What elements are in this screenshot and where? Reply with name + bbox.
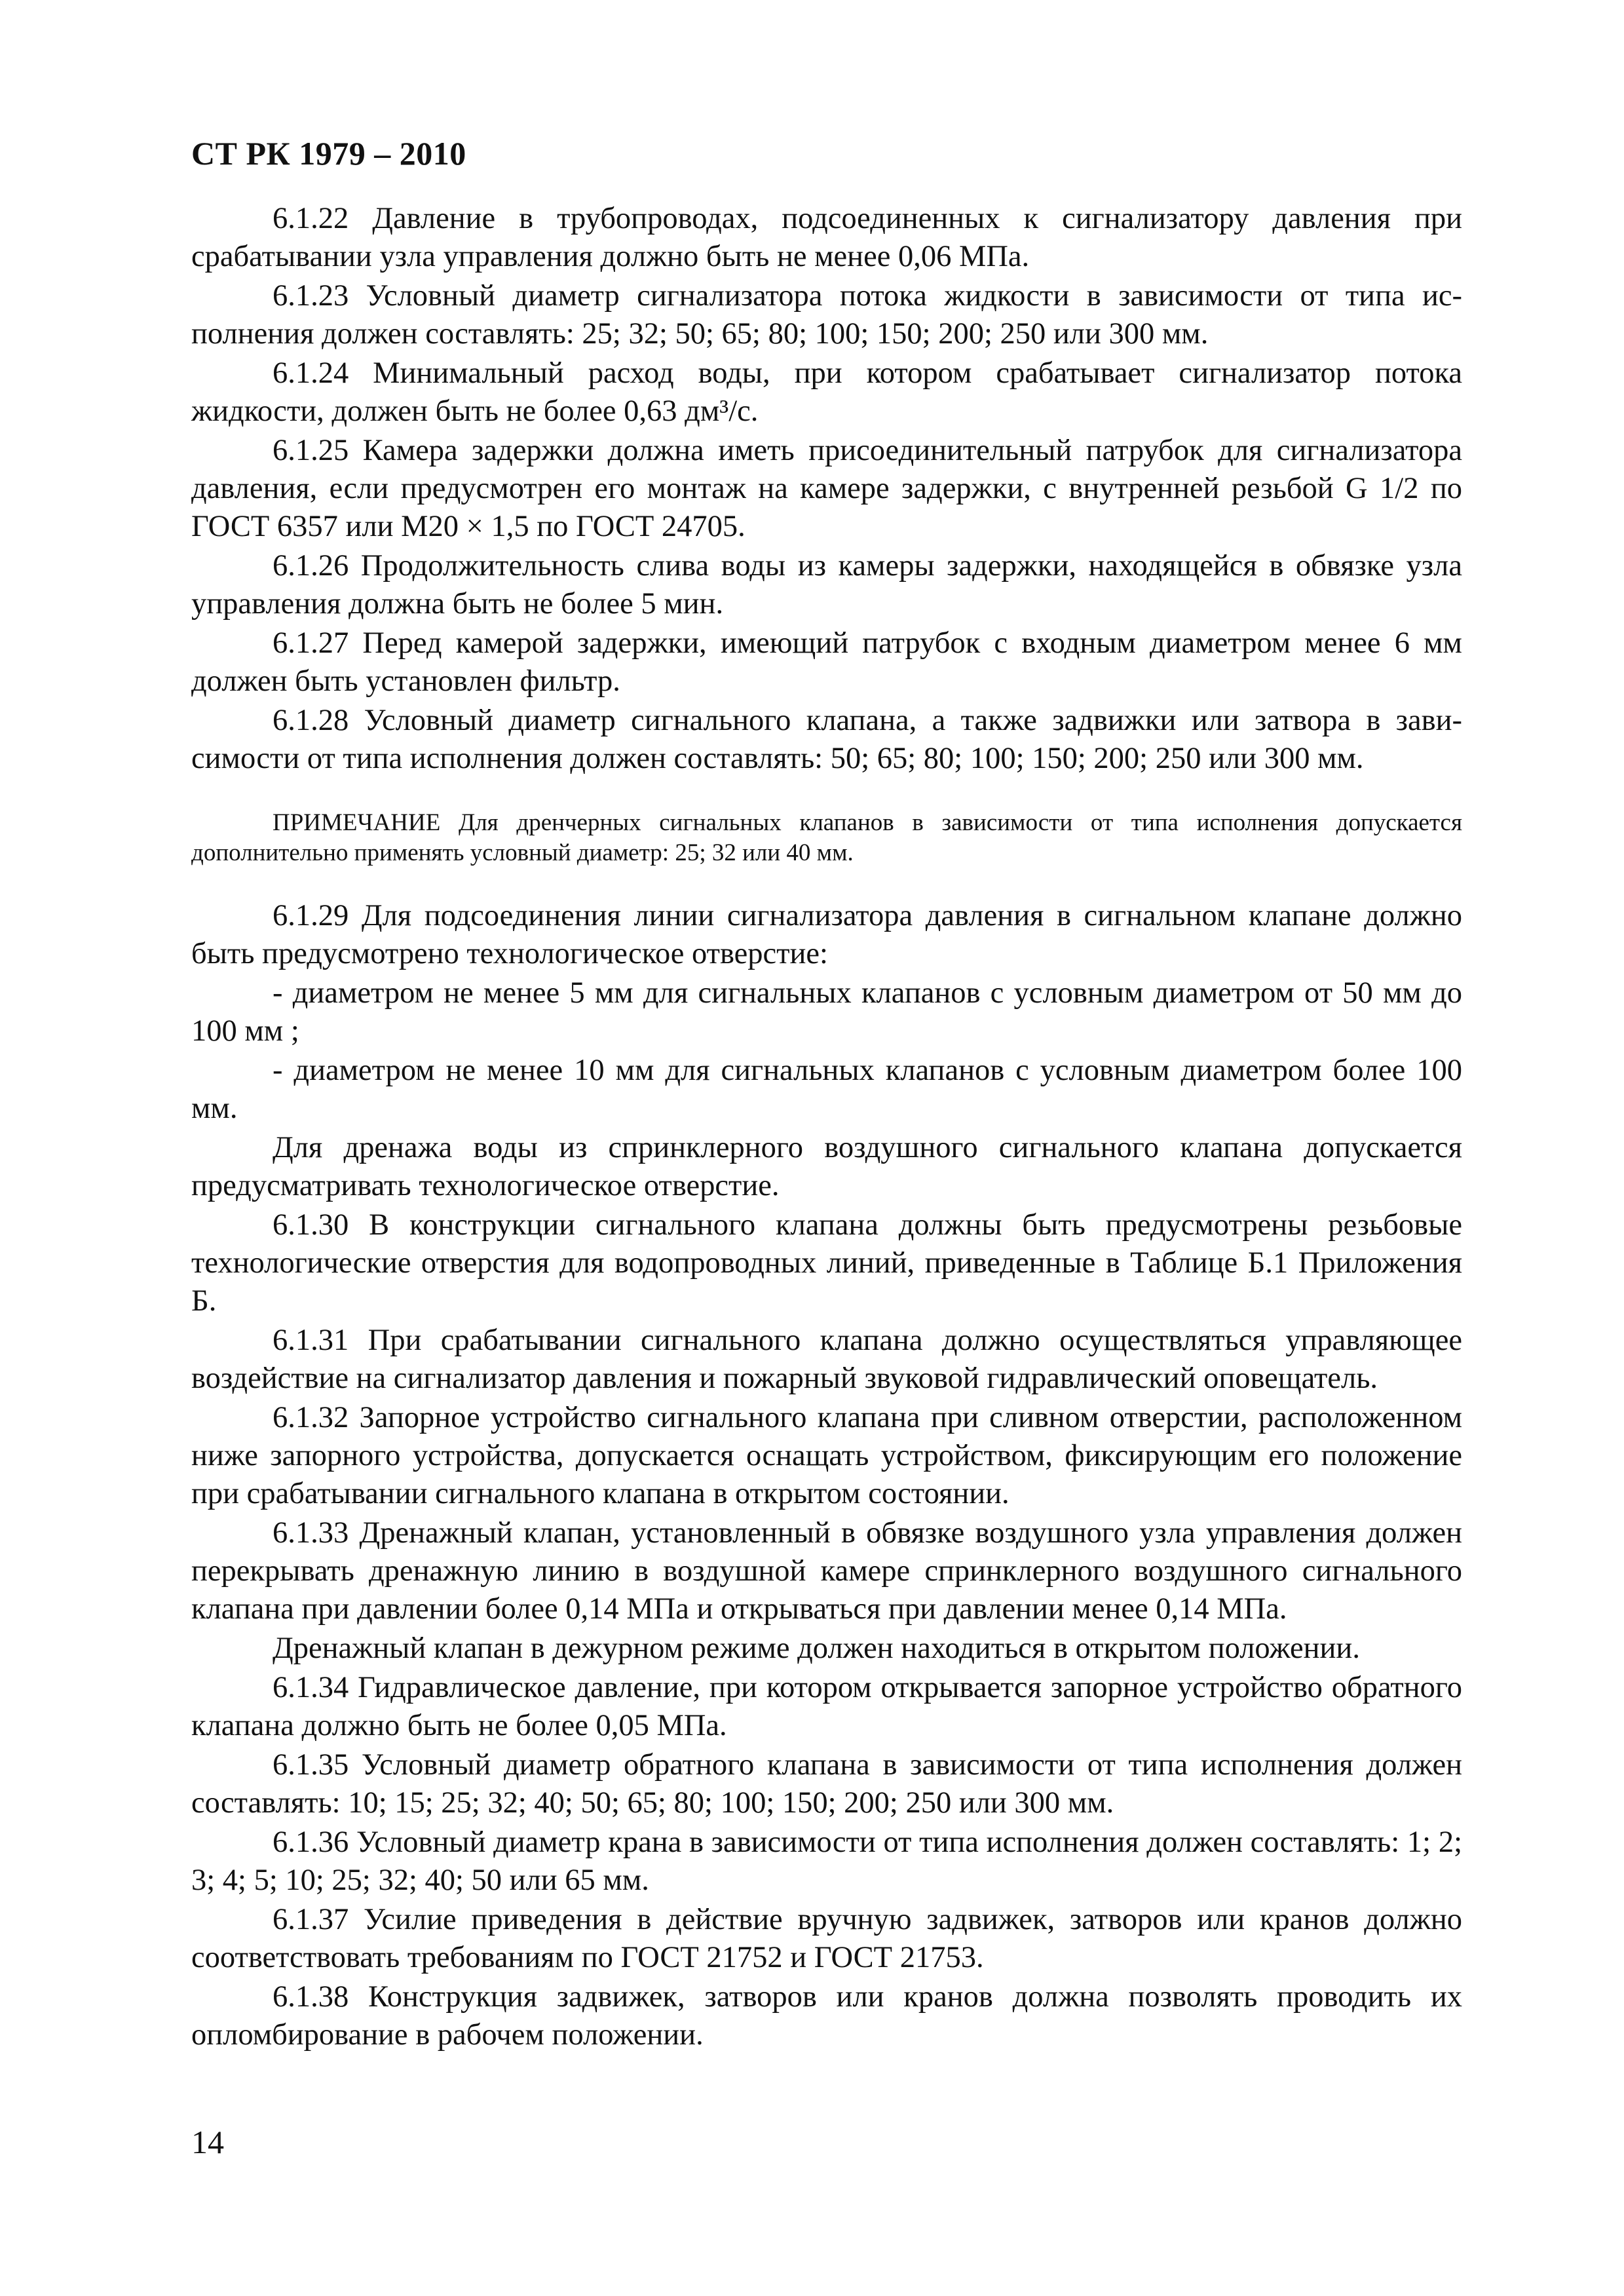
clause-6-1-27: 6.1.27 Перед камерой задержки, имеющий патрубок с входным диаметром менее 6 мм должен быть установлен фильтр.: [191, 626, 1462, 698]
clause-6-1-36: 6.1.36 Условный диаметр крана в зависимости от типа исполнения должен составлять: 1; 2; 3; 4; 5; 10; 25; 32; 40; 50 или 65 мм.: [191, 1826, 1462, 1897]
clause-6-1-22: 6.1.22 Давление в трубопроводах, подсоединенных к сигнализатору давления при срабатывании узла управления должно быть не менее 0,06 МПа.: [191, 202, 1462, 273]
clause-6-1-31: 6.1.31 При срабатывании сигнального клапана должно осуществляться управляющее воздействие на сигнализатор давления и пожарный звуковой гидравлический оповещатель.: [191, 1324, 1462, 1395]
clause-6-1-29-item-1: - диаметром не менее 5 мм для сигнальных клапанов с условным диаметром от 50 мм до 100 мм ;: [191, 976, 1462, 1048]
clause-6-1-34: 6.1.34 Гидравлическое давление, при котором открывается запорное устройство обратного клапана должно быть не более 0,05 МПа.: [191, 1671, 1462, 1742]
clause-6-1-33: 6.1.33 Дренажный клапан, установленный в обвязке воздушного узла управления должен перекрывать дренажную линию в воздушной камере спринклерного воздушного сигнального клапана при давлении более 0,14 МПа и открываться при давлении менее 0,14 МПа.: [191, 1516, 1462, 1626]
document-code-header: СТ РК 1979 – 2010: [191, 135, 466, 172]
clause-6-1-25: 6.1.25 Камера задержки должна иметь присоединительный патрубок для сигнализатора давления, если предусмотрен его монтаж на камере задержки, с внутренней резьбой G 1/2 по ГОСТ 6357 или М20 × 1,5 по ГОСТ 24705.: [191, 434, 1462, 543]
clause-6-1-29-drainage: Для дренажа воды из спринклерного воздушного сигнального клапана допускается предусматривать технологическое отверстие.: [191, 1131, 1462, 1202]
clause-6-1-29: 6.1.29 Для подсоединения линии сигнализатора давления в сигнальном клапане должно быть предусмотрено технологическое отверстие:: [191, 899, 1462, 970]
clause-6-1-35: 6.1.35 Условный диаметр обратного клапана в зависимости от типа исполнения должен составлять: 10; 15; 25; 32; 40; 50; 65; 80; 100; 150; 200; 250 или 300 мм.: [191, 1748, 1462, 1820]
clause-6-1-37: 6.1.37 Усилие приведения в действие вручную задвижек, затворов или кранов должно соответствовать требованиям по ГОСТ 21752 и ГОСТ 21753.: [191, 1903, 1462, 1974]
note-paragraph: ПРИМЕЧАНИЕ Для дренчерных сигнальных клапанов в зависимости от типа исполнения допускается дополнительно применять условный диаметр: 25; 32 или 40 мм.: [191, 809, 1462, 866]
clause-6-1-24: 6.1.24 Минимальный расход воды, при котором срабатывает сигнализатор потока жидкости, должен быть не более 0,63 дм³/с.: [191, 356, 1462, 428]
clause-6-1-29-item-2: - диаметром не менее 10 мм для сигнальных клапанов с условным диаметром более 100 мм.: [191, 1054, 1462, 1125]
clause-6-1-38: 6.1.38 Конструкция задвижек, затворов или кранов должна позволять проводить их опломбирование в рабочем положении.: [191, 1980, 1462, 2052]
clause-6-1-32: 6.1.32 Запорное устройство сигнального клапана при сливном отверстии, расположенном ниже запорного устройства, допускается оснащать устройством, фиксирующим его положение при срабатывании сигнального клапана в открытом состоянии.: [191, 1401, 1462, 1510]
clause-6-1-26: 6.1.26 Продолжительность слива воды из камеры задержки, находящейся в обвязке узла управления должна быть не более 5 мин.: [191, 549, 1462, 621]
clause-6-1-33-duty-mode: Дренажный клапан в дежурном режиме должен находиться в открытом положении.: [273, 1632, 1360, 1665]
document-body: [191, 200, 1462, 2056]
clause-6-1-28: 6.1.28 Условный диаметр сигнального клапана, а также задвижки или затвора в зависимости от типа исполнения должен составлять: 50; 65; 80; 100; 150; 200; 250 или 300 мм.: [191, 704, 1462, 775]
page-number: 14: [191, 2124, 224, 2160]
clause-6-1-30: 6.1.30 В конструкции сигнального клапана должны быть предусмотрены резьбовые технологические отверстия для водопроводных линий, приведенные в Таблице Б.1 Приложения Б.: [191, 1208, 1462, 1318]
clause-6-1-23: 6.1.23 Условный диаметр сигнализатора потока жидкости в зависимости от типа исполнения должен составлять: 25; 32; 50; 65; 80; 100; 150; 200; 250 или 300 мм.: [191, 279, 1462, 351]
